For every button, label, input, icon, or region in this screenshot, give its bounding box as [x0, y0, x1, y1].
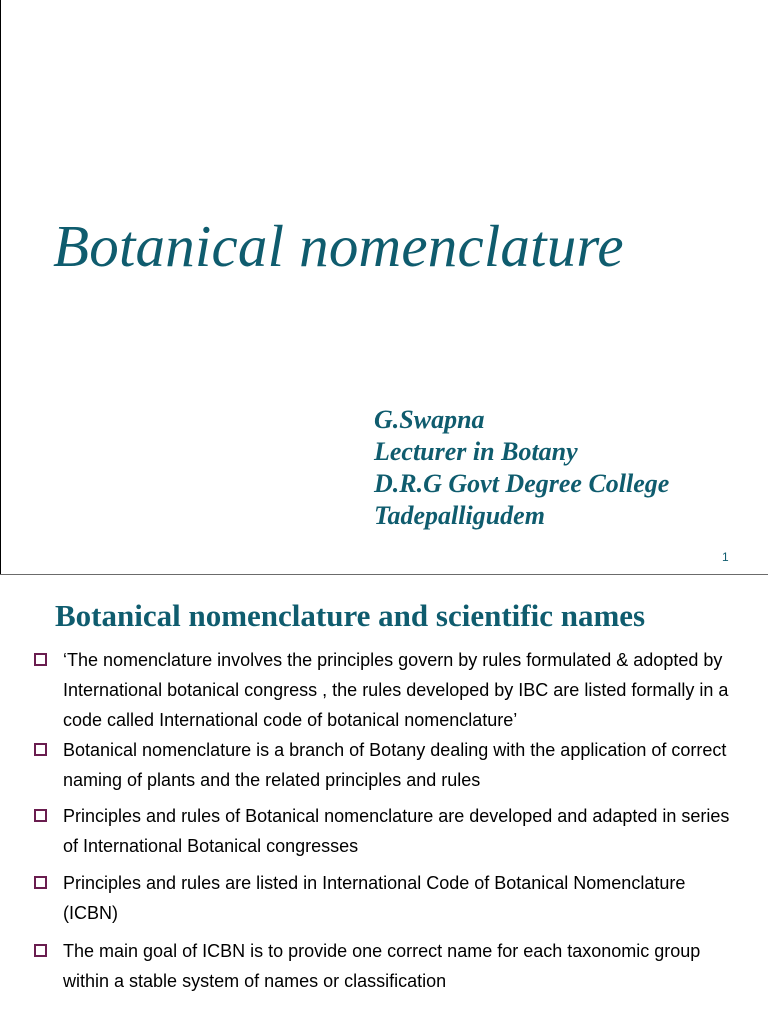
bullet-list — [34, 645, 734, 996]
bullet-text: The main goal of ICBN is to provide one correct name for each taxonomic group within a stable system of names or classification — [63, 941, 701, 991]
bullet-item — [34, 645, 734, 735]
slide-2 — [0, 575, 768, 1024]
author-location: Tadepalligudem — [374, 501, 545, 530]
bullet-text: ‘The nomenclature involves the principles govern by rules formulated & adopted by International botanical congress , the rules developed by IBC are listed formally in a code called International code of botanical nomenclature’ — [63, 650, 729, 730]
bullet-item — [34, 801, 734, 861]
bullet-text: Botanical nomenclature is a branch of Botany dealing with the application of correct naming of plants and the related principles and rules — [63, 740, 727, 790]
author-college: D.R.G Govt Degree College — [374, 469, 670, 498]
slide-title: Botanical nomenclature and scientific names — [55, 598, 646, 633]
author-position: Lecturer in Botany — [374, 437, 578, 466]
bullet-item — [34, 936, 734, 996]
checkbox-bullet-icon — [34, 743, 47, 756]
checkbox-bullet-icon — [34, 653, 47, 666]
bullet-text: Principles and rules of Botanical nomenclature are developed and adapted in series of International Botanical congresses — [63, 806, 730, 856]
checkbox-bullet-icon — [34, 944, 47, 957]
checkbox-bullet-icon — [34, 876, 47, 889]
bullet-item — [34, 868, 734, 928]
slide-title: Botanical nomenclature — [53, 213, 624, 279]
bullet-item — [34, 735, 734, 795]
bullet-text: Principles and rules are listed in International Code of Botanical Nomenclature (ICBN) — [63, 873, 686, 923]
checkbox-bullet-icon — [34, 809, 47, 822]
author-block — [374, 404, 669, 532]
author-name: G.Swapna — [374, 405, 485, 434]
page-number: 1 — [722, 550, 729, 564]
